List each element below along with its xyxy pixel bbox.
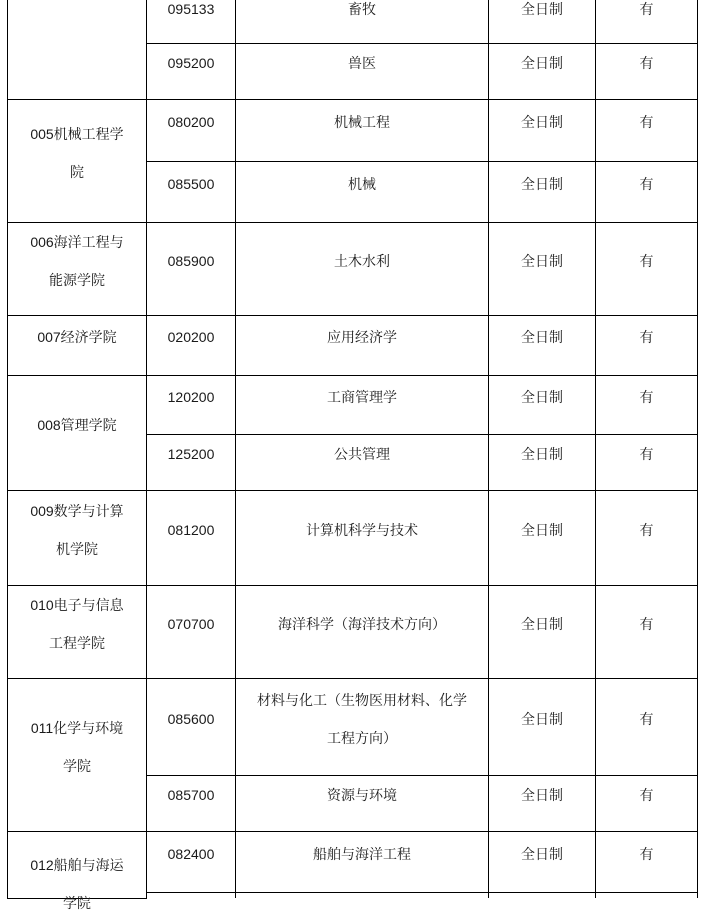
mode-cell: 全日制	[489, 222, 596, 315]
program-cell	[236, 161, 489, 222]
program-cell	[236, 775, 489, 831]
college-cell	[8, 222, 147, 315]
program-cell	[236, 99, 489, 161]
mode-cell	[489, 0, 596, 43]
mode-cell: 全日制	[489, 490, 596, 585]
availability-cell: 有	[596, 99, 698, 161]
college-cell	[8, 831, 147, 911]
program-line: 工程方向）	[327, 729, 397, 746]
program-cell	[236, 315, 489, 375]
program-cell	[236, 892, 489, 898]
program-line: 机械工程	[334, 114, 390, 130]
availability-cell: 有	[596, 43, 698, 99]
availability-cell: 有	[596, 222, 698, 315]
code-cell	[147, 0, 236, 43]
table-row	[8, 831, 698, 892]
code-cell: 085600	[147, 678, 236, 775]
mode-cell: 全日制	[489, 434, 596, 490]
college-line: 009数学与计算	[30, 502, 124, 519]
availability-cell	[596, 892, 698, 898]
college-cell	[8, 0, 147, 99]
program-line: 畜牧	[348, 1, 376, 17]
table-row	[8, 490, 698, 585]
code-cell	[147, 892, 236, 898]
program-line: 船舶与海洋工程	[313, 845, 411, 862]
code-cell: 020200	[147, 315, 236, 375]
program-cell	[236, 222, 489, 315]
program-cell	[236, 831, 489, 892]
program-line: 兽医	[348, 55, 376, 71]
mode-cell: 全日制	[489, 161, 596, 222]
mode-cell: 全日制	[489, 678, 596, 775]
college-line: 院	[70, 163, 84, 180]
program-line: 应用经济学	[327, 329, 397, 345]
availability-cell: 有	[596, 434, 698, 490]
program-line: 工商管理学	[327, 388, 397, 405]
college-cell	[8, 315, 147, 375]
mode-cell: 全日制	[489, 585, 596, 678]
college-line: 学院	[63, 894, 91, 911]
table-row	[8, 315, 698, 375]
college-line: 010电子与信息	[30, 596, 124, 613]
program-line: 机械	[348, 175, 376, 192]
code-text: 095133	[167, 1, 215, 17]
code-cell: 081200	[147, 490, 236, 585]
availability-cell: 有	[596, 375, 698, 434]
program-cell	[236, 678, 489, 775]
code-cell: 082400	[147, 831, 236, 892]
code-cell: 095200	[147, 43, 236, 99]
availability-cell: 有	[596, 585, 698, 678]
mode-cell: 全日制	[489, 775, 596, 831]
mode-cell	[489, 892, 596, 898]
table-row	[8, 375, 698, 434]
admissions-table	[7, 0, 698, 911]
availability-text: 有	[639, 1, 654, 17]
program-line: 土木水利	[334, 252, 390, 269]
college-line: 005机械工程学	[30, 125, 124, 142]
code-cell: 125200	[147, 434, 236, 490]
mode-cell: 全日制	[489, 375, 596, 434]
code-cell: 085900	[147, 222, 236, 315]
availability-cell: 有	[596, 315, 698, 375]
availability-cell: 有	[596, 678, 698, 775]
program-cell	[236, 0, 489, 43]
code-cell: 085500	[147, 161, 236, 222]
college-line: 学院	[63, 757, 91, 774]
program-line: 海洋科学（海洋技术方向）	[278, 615, 446, 632]
code-cell: 080200	[147, 99, 236, 161]
college-cell	[8, 375, 147, 490]
college-line: 能源学院	[49, 271, 105, 288]
program-line: 资源与环境	[327, 787, 397, 803]
mode-cell: 全日制	[489, 315, 596, 375]
program-cell	[236, 434, 489, 490]
code-cell: 070700	[147, 585, 236, 678]
table-row	[8, 222, 698, 315]
college-cell	[8, 99, 147, 222]
mode-cell: 全日制	[489, 831, 596, 892]
table-row	[8, 99, 698, 161]
availability-cell	[596, 0, 698, 43]
mode-cell: 全日制	[489, 43, 596, 99]
college-line: 012船舶与海运	[30, 856, 124, 873]
availability-cell: 有	[596, 775, 698, 831]
college-cell	[8, 490, 147, 585]
college-cell	[8, 585, 147, 678]
college-line: 机学院	[56, 540, 98, 557]
availability-cell: 有	[596, 831, 698, 892]
college-line: 工程学院	[49, 634, 105, 651]
program-line: 公共管理	[334, 446, 390, 462]
mode-cell: 全日制	[489, 99, 596, 161]
program-cell	[236, 490, 489, 585]
program-line: 材料与化工（生物医用材料、化学	[257, 691, 467, 708]
college-line: 006海洋工程与	[30, 233, 124, 250]
table-row	[8, 678, 698, 775]
college-line: 007经济学院	[37, 329, 117, 345]
mode-text: 全日制	[521, 1, 563, 17]
program-cell	[236, 43, 489, 99]
college-cell	[8, 678, 147, 831]
code-cell: 085700	[147, 775, 236, 831]
college-clipped-text	[26, 846, 128, 911]
availability-cell: 有	[596, 490, 698, 585]
program-cell	[236, 585, 489, 678]
college-line: 011化学与环境	[30, 719, 124, 736]
college-line: 008管理学院	[37, 416, 117, 433]
table-row	[8, 0, 698, 43]
table-row	[8, 585, 698, 678]
program-line: 计算机科学与技术	[306, 521, 418, 538]
availability-cell: 有	[596, 161, 698, 222]
program-cell	[236, 375, 489, 434]
code-cell: 120200	[147, 375, 236, 434]
